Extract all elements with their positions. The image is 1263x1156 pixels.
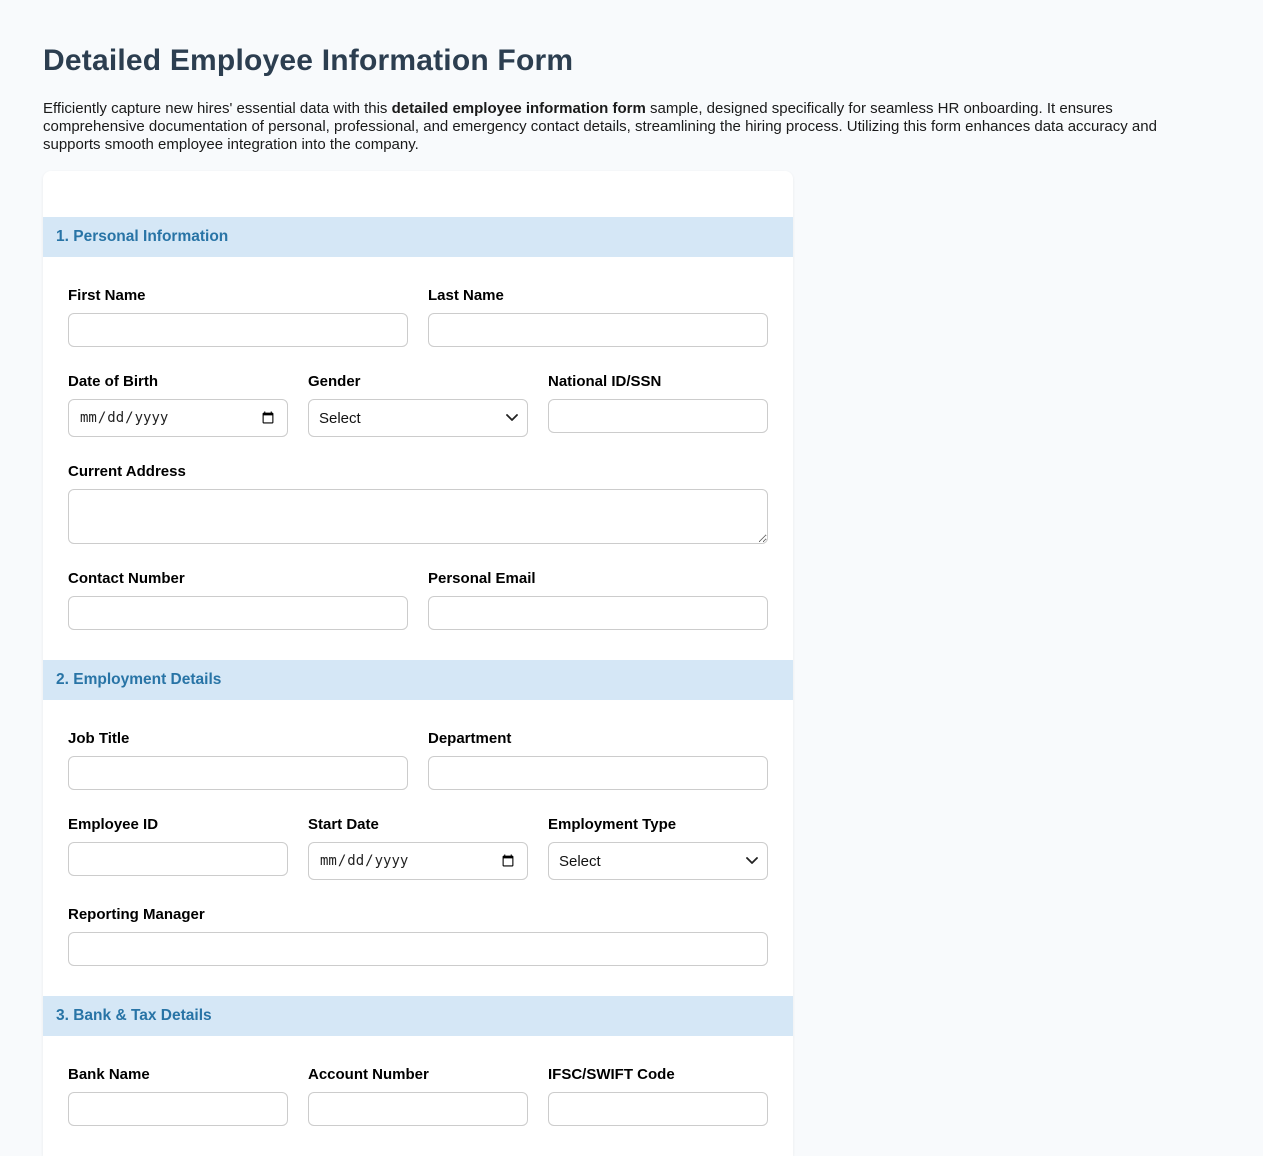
bank-name-label: Bank Name — [68, 1066, 150, 1083]
national-id-label: National ID/SSN — [548, 373, 662, 390]
field-gender — [308, 373, 528, 437]
intro-text-1: Efficiently capture new hires' essential data with this — [43, 100, 392, 117]
contact-number-input[interactable] — [68, 596, 408, 630]
account-number-input[interactable] — [308, 1092, 528, 1126]
gender-select[interactable] — [308, 399, 528, 437]
first-name-input[interactable] — [68, 313, 408, 347]
personal-email-input[interactable] — [428, 596, 768, 630]
row-bank — [68, 1066, 768, 1126]
field-contact-number — [68, 570, 408, 630]
row-dob-gender-ssn — [68, 373, 768, 437]
section-body-personal-information — [43, 257, 793, 660]
field-last-name — [428, 287, 768, 347]
form-card — [43, 171, 793, 1156]
field-reporting-manager — [68, 906, 768, 966]
field-bank-name — [68, 1066, 288, 1126]
employee-id-input[interactable] — [68, 842, 288, 876]
field-account-number — [308, 1066, 528, 1126]
last-name-label: Last Name — [428, 287, 504, 304]
field-ifsc-swift-code — [548, 1066, 768, 1126]
reporting-manager-label: Reporting Manager — [68, 906, 205, 923]
field-employment-type — [548, 816, 768, 880]
gender-label: Gender — [308, 373, 361, 390]
field-date-of-birth — [68, 373, 288, 437]
row-job — [68, 730, 768, 790]
section-body-employment-details — [43, 700, 793, 996]
intro-text-bold: detailed employee information form — [391, 100, 646, 117]
page-title: Detailed Employee Information Form — [43, 44, 574, 77]
employment-type-label: Employment Type — [548, 816, 677, 833]
national-id-input[interactable] — [548, 399, 768, 433]
section-heading-personal-information: 1. Personal Information — [43, 217, 793, 257]
field-department — [428, 730, 768, 790]
gender-select-wrap — [308, 399, 528, 437]
first-name-label: First Name — [68, 287, 146, 304]
employee-id-label: Employee ID — [68, 816, 159, 833]
job-title-input[interactable] — [68, 756, 408, 790]
row-contact — [68, 570, 768, 630]
date-of-birth-input[interactable] — [68, 399, 288, 437]
job-title-label: Job Title — [68, 730, 130, 747]
department-input[interactable] — [428, 756, 768, 790]
personal-email-label: Personal Email — [428, 570, 536, 587]
field-first-name — [68, 287, 408, 347]
field-national-id — [548, 373, 768, 437]
start-date-input[interactable] — [308, 842, 528, 880]
row-current-address — [68, 463, 768, 544]
row-reporting-manager — [68, 906, 768, 966]
row-name — [68, 287, 768, 347]
field-current-address — [68, 463, 768, 544]
employment-type-select-wrap — [548, 842, 768, 880]
ifsc-swift-code-input[interactable] — [548, 1092, 768, 1126]
reporting-manager-input[interactable] — [68, 932, 768, 966]
start-date-label: Start Date — [308, 816, 379, 833]
section-heading-bank-tax-details: 3. Bank & Tax Details — [43, 996, 793, 1036]
intro-paragraph — [43, 100, 1203, 154]
field-personal-email — [428, 570, 768, 630]
row-employment — [68, 816, 768, 880]
contact-number-label: Contact Number — [68, 570, 185, 587]
bank-name-input[interactable] — [68, 1092, 288, 1126]
employment-type-select[interactable] — [548, 842, 768, 880]
last-name-input[interactable] — [428, 313, 768, 347]
ifsc-swift-code-label: IFSC/SWIFT Code — [548, 1066, 675, 1083]
section-heading-employment-details: 2. Employment Details — [43, 660, 793, 700]
current-address-textarea[interactable] — [68, 489, 768, 544]
date-of-birth-label: Date of Birth — [68, 373, 158, 390]
section-body-bank-tax-details — [43, 1036, 793, 1156]
field-start-date — [308, 816, 528, 880]
account-number-label: Account Number — [308, 1066, 429, 1083]
department-label: Department — [428, 730, 512, 747]
field-employee-id — [68, 816, 288, 880]
field-job-title — [68, 730, 408, 790]
current-address-label: Current Address — [68, 463, 186, 480]
intro-text-2: sample, designed specifically for seamless HR onboarding. It ensures comprehensive documentation of personal, professional, and emergency contact details, streamlining the hiring process. Utilizing this form enhances data accuracy and supports smooth employee integration into the company. — [43, 100, 1157, 153]
